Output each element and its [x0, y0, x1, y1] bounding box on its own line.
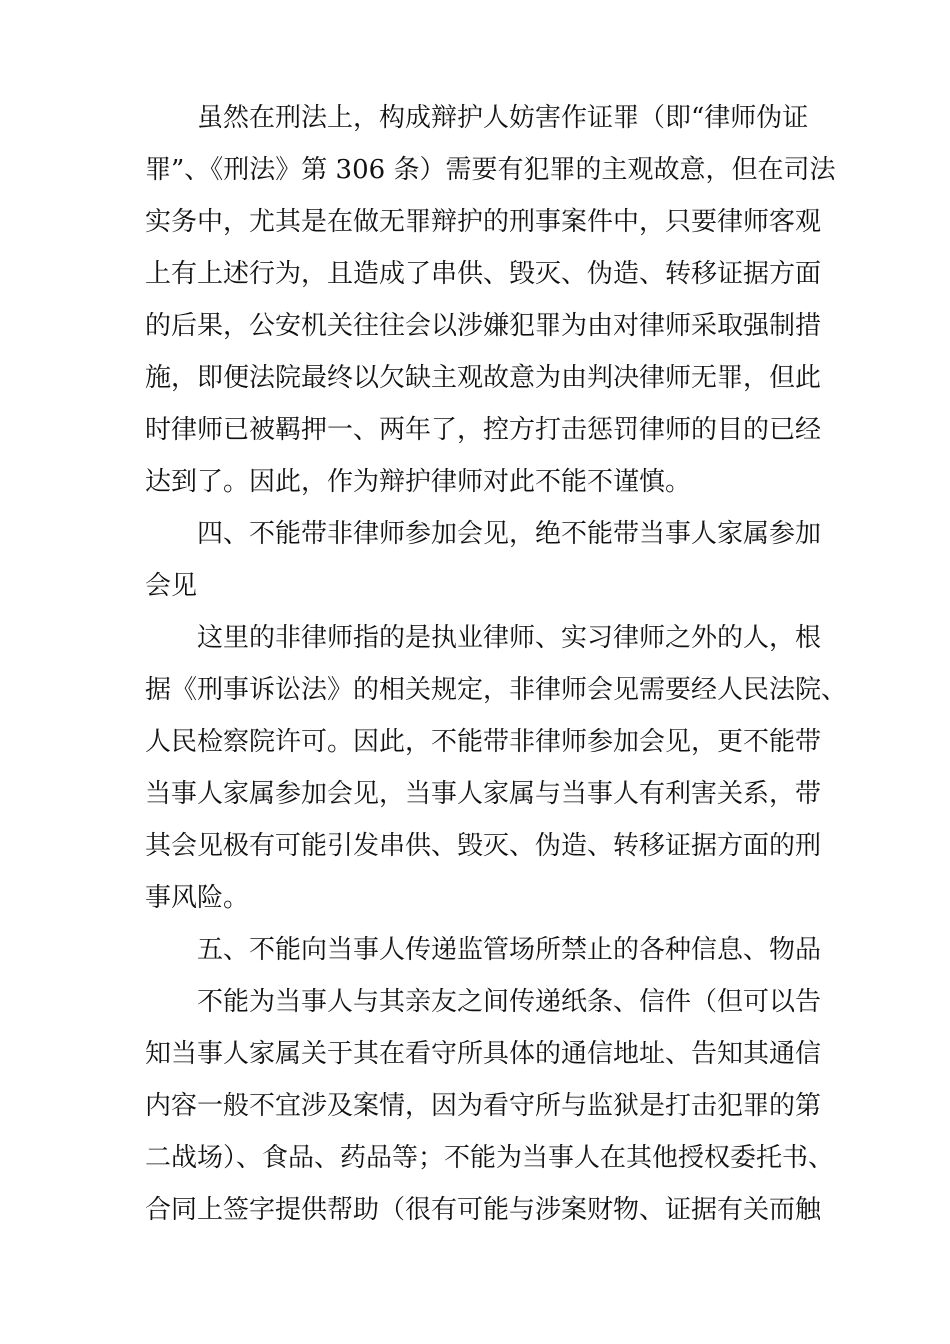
- text-line: 其会见极有可能引发串供、毁灭、伪造、转移证据方面的刑: [145, 831, 822, 861]
- text-line: 虽然在刑法上，构成辩护人妨害作证罪（即“律师伪证: [197, 103, 809, 133]
- heading-section-four: [145, 508, 822, 612]
- paragraph-perjury-risk: [145, 92, 836, 508]
- text-line: 实务中，尤其是在做无罪辩护的刑事案件中，只要律师客观: [145, 207, 822, 237]
- paragraph-prohibited-items: [145, 976, 835, 1236]
- text-line: 达到了。因此，作为辩护律师对此不能不谨慎。: [145, 467, 692, 497]
- text-line: 二战场）、食品、药品等；不能为当事人在其他授权委托书、: [145, 1143, 835, 1173]
- text-line: 不能为当事人与其亲友之间传递纸条、信件（但可以告: [197, 987, 822, 1017]
- heading-line: 会见: [145, 571, 198, 601]
- text-line: 据《刑事诉讼法》的相关规定，非律师会见需要经人民法院、: [145, 675, 848, 705]
- text-line: 人民检察院许可。因此，不能带非律师参加会见，更不能带: [145, 727, 822, 757]
- text-line: 内容一般不宜涉及案情，因为看守所与监狱是打击犯罪的第: [145, 1091, 822, 1121]
- text-line: 事风险。: [145, 883, 250, 913]
- text-line: 上有上述行为，且造成了串供、毁灭、伪造、转移证据方面: [145, 259, 822, 289]
- text-line: 知当事人家属关于其在看守所具体的通信地址、告知其通信: [145, 1039, 822, 1069]
- text-line: 时律师已被羁押一、两年了，控方打击惩罚律师的目的已经: [145, 415, 822, 445]
- text-line: 这里的非律师指的是执业律师、实习律师之外的人，根: [197, 623, 822, 653]
- heading-section-five: [145, 924, 822, 976]
- heading-line: 五、不能向当事人传递监管场所禁止的各种信息、物品: [197, 935, 822, 965]
- text-line: 罪”、《刑法》第 306 条）需要有犯罪的主观故意，但在司法: [145, 155, 836, 185]
- text-line: 合同上签字提供帮助（很有可能与涉案财物、证据有关而触: [145, 1195, 822, 1225]
- document-body: [145, 92, 848, 1236]
- text-line: 当事人家属参加会见，当事人家属与当事人有利害关系，带: [145, 779, 822, 809]
- text-line: 的后果，公安机关往往会以涉嫌犯罪为由对律师采取强制措: [145, 311, 822, 341]
- heading-line: 四、不能带非律师参加会见，绝不能带当事人家属参加: [197, 519, 822, 549]
- text-line: 施，即便法院最终以欠缺主观故意为由判决律师无罪，但此: [145, 363, 822, 393]
- paragraph-non-lawyer-meeting: [145, 612, 848, 924]
